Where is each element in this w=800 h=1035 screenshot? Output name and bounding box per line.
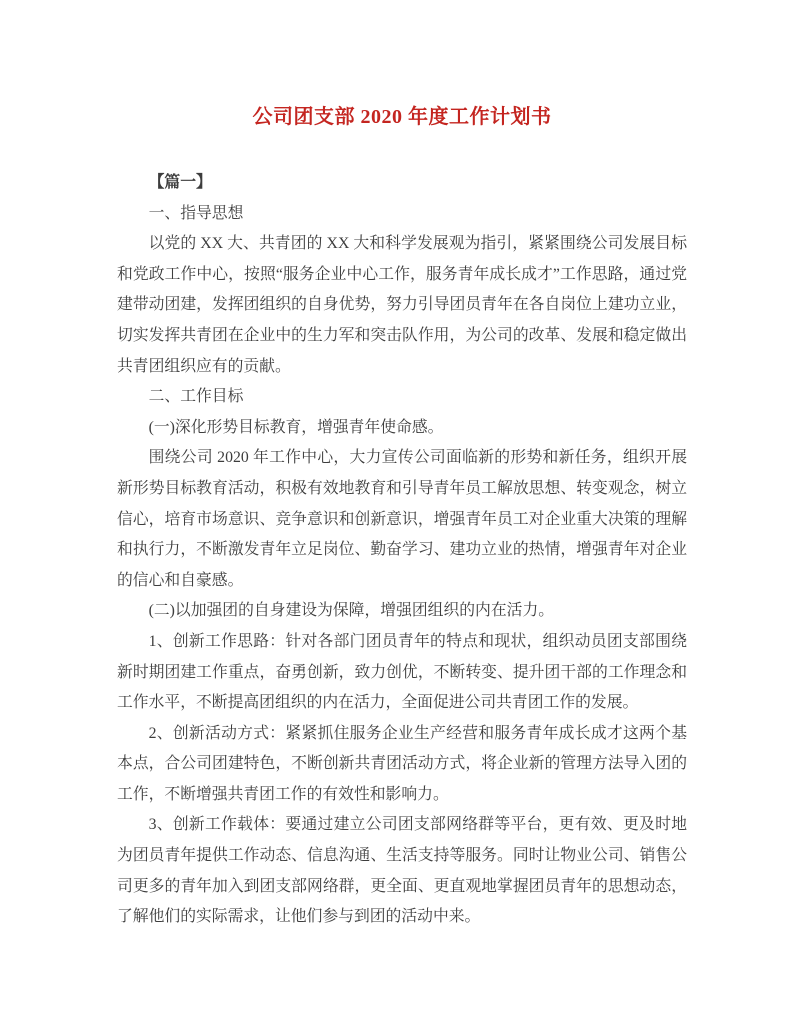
- subheading-deepen-situation-education: (一)深化形势目标教育，增强青年使命感。: [148, 418, 444, 436]
- para-innovate-work-thinking: 1、创新工作思路：针对各部门团员青年的特点和现状，组织动员团支部围绕新时期团建工作重点，奋勇创新，致力创优，不断转变、提升团干部的工作理念和工作水平，不断提高团组织的内在活力，全面促进公司共青团工作的发展。: [117, 632, 687, 712]
- para-guiding-ideology: 以党的 XX 大、共青团的 XX 大和科学发展观为指引，紧紧围绕公司发展目标和党政工作中心，按照“服务企业中心工作，服务青年成长成才”工作思路，通过党建带动团建，发挥团组织的自身优势，努力引导团员青年在各自岗位上建功立业，切实发挥共青团在企业中的生力军和突击队作用，为公司的改革、发展和稳定做出共青团组织应有的贡献。: [117, 235, 687, 375]
- para-innovate-activity-methods: 2、创新活动方式：紧紧抓住服务企业生产经营和服务青年成长成才这两个基本点，合公司团建特色，不断创新共青团活动方式，将企业新的管理方法导入团的工作，不断增强共青团工作的有效性和影响力。: [117, 724, 687, 803]
- heading-work-goals: 二、工作目标: [148, 388, 244, 406]
- para-deepen-situation-education: 围绕公司 2020 年工作中心，大力宣传公司面临新的形势和新任务，组织开展新形势目标教育活动，积极有效地教育和引导青年员工解放思想、转变观念，树立信心，培育市场意识、竞争意识和创新意识，增强青年员工对企业重大决策的理解和执行力，不断激发青年立足岗位、勤奋学习、建功立业的热情，增强青年对企业的信心和自豪感。: [117, 449, 687, 589]
- para-innovate-work-carriers: 3、创新工作载体：要通过建立公司团支部网络群等平台，更有效、更及时地为团员青年提供工作动态、信息沟通、生活支持等服务。同时让物业公司、销售公司更多的青年加入到团支部网络群，更全面、更直观地掌握团员青年的思想动态，了解他们的实际需求，让他们参与到团的活动中来。: [117, 816, 687, 926]
- subheading-strengthen-league-building: (二)以加强团的自身建设为保障，增强团组织的内在活力。: [148, 602, 555, 620]
- document-content: [117, 102, 687, 933]
- page-title: 公司团支部 2020 年度工作计划书: [252, 106, 552, 128]
- section-label-part-one: 【篇一】: [148, 174, 212, 191]
- heading-guiding-ideology: 一、指导思想: [148, 204, 244, 222]
